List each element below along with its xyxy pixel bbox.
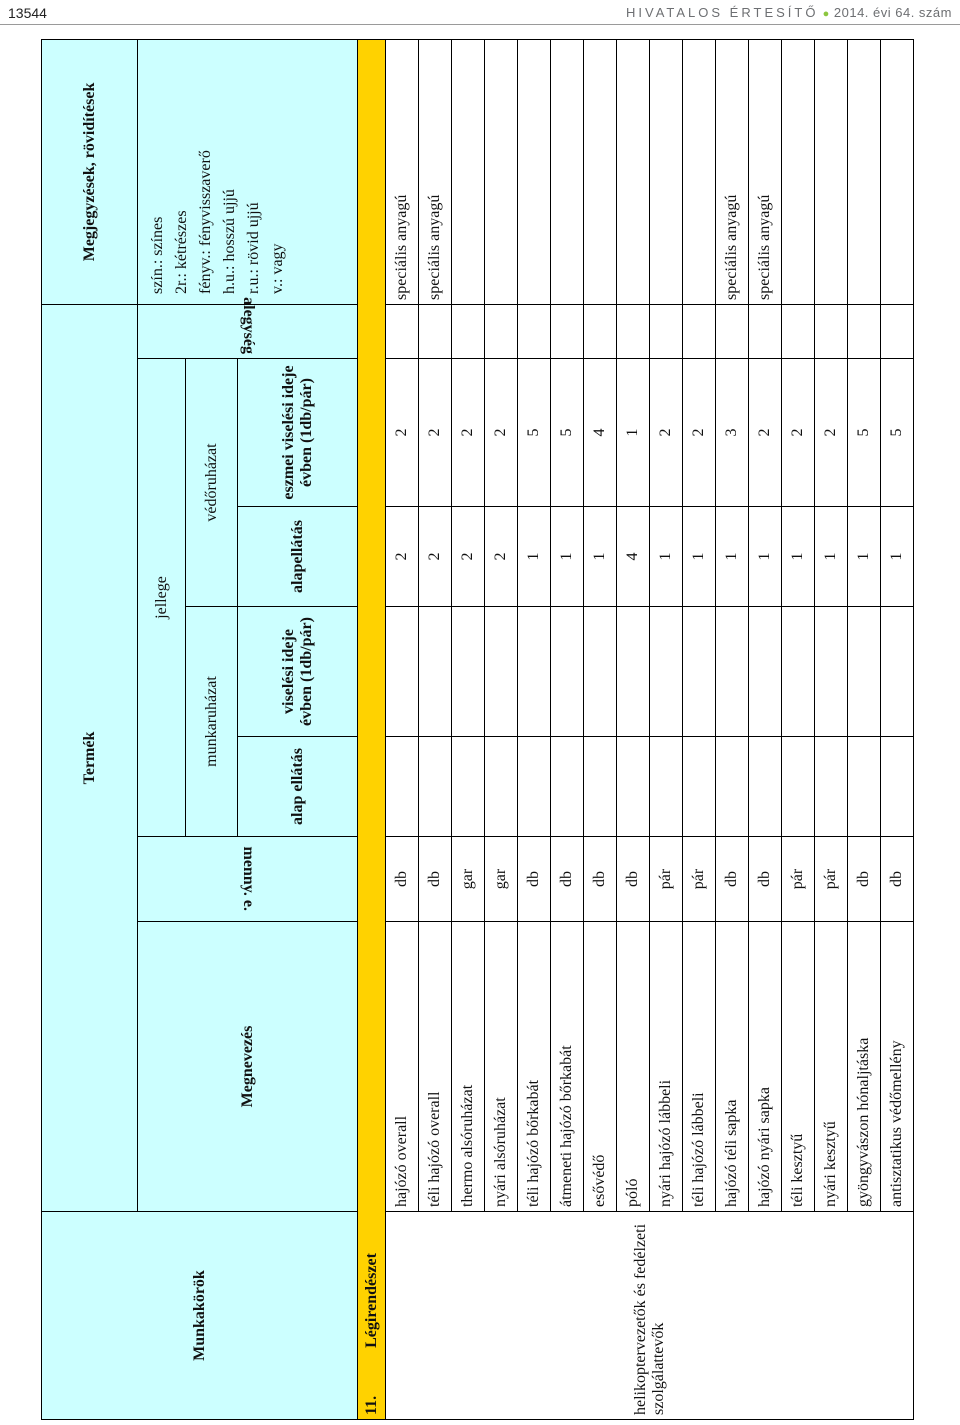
cell-alap (386, 737, 419, 837)
cell-alap (518, 737, 551, 837)
cell-unit: gar (485, 837, 518, 922)
cell-unit: db (419, 837, 452, 922)
cell-alap (782, 737, 815, 837)
cell-alegyseg (452, 304, 485, 358)
cell-viselesi (749, 607, 782, 737)
cell-unit: db (584, 837, 617, 922)
cell-alap (716, 737, 749, 837)
cell-alap (650, 737, 683, 837)
cell-note (650, 39, 683, 304)
cell-alegyseg (485, 304, 518, 358)
cell-name: esővédő (584, 922, 617, 1212)
cell-note: speciális anyagú (386, 39, 419, 304)
cell-alegyseg (650, 304, 683, 358)
abbreviation-item: v.: vagy (269, 243, 286, 294)
section-title: Légirendészet (362, 1253, 380, 1348)
cell-unit: pár (683, 837, 716, 922)
cell-note (452, 39, 485, 304)
cell-alapellatas: 1 (848, 507, 881, 607)
cell-alegyseg (518, 304, 551, 358)
cell-eszmei: 2 (452, 359, 485, 507)
rotated-table-area (41, 40, 960, 1420)
abbreviation-item: r.u.: rövid ujjú (245, 202, 262, 294)
cell-alapellatas: 1 (782, 507, 815, 607)
cell-name: nyári alsóruházat (485, 922, 518, 1212)
separator-dot-icon: ● (822, 8, 830, 20)
cell-eszmei: 5 (881, 359, 914, 507)
header-eszmei-viselesi: eszmei viselési ideje évben (1db/pár) (238, 359, 358, 507)
cell-unit: pár (815, 837, 848, 922)
cell-unit: db (551, 837, 584, 922)
cell-name: hajózó nyári sapka (749, 922, 782, 1212)
cell-eszmei: 2 (386, 359, 419, 507)
cell-name: thermo alsóruházat (452, 922, 485, 1212)
cell-eszmei: 2 (782, 359, 815, 507)
cell-alapellatas: 2 (419, 507, 452, 607)
cell-note: speciális anyagú (419, 39, 452, 304)
header-munkakorok: Munkakörök (42, 1212, 358, 1420)
cell-eszmei: 2 (419, 359, 452, 507)
cell-name: hajózó overall (386, 922, 419, 1212)
cell-eszmei: 2 (749, 359, 782, 507)
cell-viselesi (551, 607, 584, 737)
cell-alegyseg (617, 304, 650, 358)
cell-viselesi (617, 607, 650, 737)
cell-unit: gar (452, 837, 485, 922)
header-megjegyzesek: Megjegyzések, rövidítések (42, 39, 138, 304)
header-megnevezes: Megnevezés (138, 922, 358, 1212)
cell-alegyseg (584, 304, 617, 358)
cell-viselesi (650, 607, 683, 737)
cell-alapellatas: 1 (551, 507, 584, 607)
page-number: 13544 (8, 5, 47, 21)
cell-name: átmeneti hajózó bőrkabát (551, 922, 584, 1212)
cell-viselesi (452, 607, 485, 737)
cell-alap (815, 737, 848, 837)
header-menny (138, 837, 358, 922)
cell-alegyseg (551, 304, 584, 358)
cell-viselesi (419, 607, 452, 737)
abbreviations-list (146, 44, 290, 300)
cell-name: nyári kesztyű (815, 922, 848, 1212)
cell-note: speciális anyagú (716, 39, 749, 304)
cell-unit: pár (782, 837, 815, 922)
cell-viselesi (485, 607, 518, 737)
cell-alegyseg (419, 304, 452, 358)
cell-viselesi (782, 607, 815, 737)
cell-viselesi (584, 607, 617, 737)
cell-alap (749, 737, 782, 837)
abbreviations-cell (138, 39, 358, 304)
header-jellege: jellege (138, 359, 186, 837)
cell-alapellatas: 1 (749, 507, 782, 607)
cell-name: téli hajózó lábbeli (683, 922, 716, 1212)
cell-unit: db (749, 837, 782, 922)
header-termek: Termék (42, 304, 138, 1211)
cell-eszmei: 1 (617, 359, 650, 507)
cell-name: hajózó téli sapka (716, 922, 749, 1212)
cell-unit: db (848, 837, 881, 922)
cell-name: póló (617, 922, 650, 1212)
cell-alap (881, 737, 914, 837)
clothing-allowance-table (41, 39, 914, 1420)
abbreviation-item: h.u.: hosszú ujjú (221, 189, 238, 294)
cell-unit: db (617, 837, 650, 922)
table-row (386, 39, 419, 1419)
group-label: helikoptervezetők és fedélzeti szolgálattevők (386, 1212, 914, 1420)
cell-eszmei: 5 (518, 359, 551, 507)
cell-alegyseg (782, 304, 815, 358)
section-number: 11. (362, 1395, 380, 1415)
cell-alegyseg (848, 304, 881, 358)
cell-alapellatas: 1 (716, 507, 749, 607)
cell-unit: db (716, 837, 749, 922)
cell-eszmei: 2 (815, 359, 848, 507)
cell-eszmei: 4 (584, 359, 617, 507)
cell-alap (848, 737, 881, 837)
cell-alapellatas: 1 (815, 507, 848, 607)
cell-note (815, 39, 848, 304)
cell-unit: db (881, 837, 914, 922)
header-menny-text: menny. e. (239, 846, 257, 912)
cell-alegyseg (749, 304, 782, 358)
issue-label: 2014. évi 64. szám (833, 5, 952, 20)
cell-alapellatas: 1 (584, 507, 617, 607)
cell-name: gyöngyvászon hónaljtáska (848, 922, 881, 1212)
abbreviation-item: szín.: színes (149, 216, 166, 294)
cell-note: speciális anyagú (749, 39, 782, 304)
cell-viselesi (386, 607, 419, 737)
cell-alapellatas: 1 (518, 507, 551, 607)
cell-alegyseg (815, 304, 848, 358)
cell-viselesi (881, 607, 914, 737)
header-rule (0, 24, 960, 25)
cell-alapellatas: 2 (386, 507, 419, 607)
cell-name: téli hajózó overall (419, 922, 452, 1212)
abbreviation-item: 2r.: kétrészes (173, 210, 190, 294)
header-munkaruhazat: munkaruházat (186, 607, 238, 837)
cell-alapellatas: 4 (617, 507, 650, 607)
cell-note (782, 39, 815, 304)
cell-note (584, 39, 617, 304)
cell-viselesi (716, 607, 749, 737)
cell-alapellatas: 1 (683, 507, 716, 607)
cell-eszmei: 2 (683, 359, 716, 507)
cell-note (518, 39, 551, 304)
header-alapellatas: alapellátás (238, 507, 358, 607)
cell-viselesi (683, 607, 716, 737)
cell-eszmei: 5 (551, 359, 584, 507)
cell-note (848, 39, 881, 304)
cell-eszmei: 2 (650, 359, 683, 507)
cell-note (881, 39, 914, 304)
cell-note (485, 39, 518, 304)
cell-note (617, 39, 650, 304)
publication-title: HIVATALOS ÉRTESÍTŐ (626, 5, 819, 20)
cell-alapellatas: 2 (452, 507, 485, 607)
cell-eszmei: 5 (848, 359, 881, 507)
abbreviation-item: fényv.: fényvisszaverő (197, 150, 214, 294)
cell-alegyseg (683, 304, 716, 358)
cell-alap (617, 737, 650, 837)
cell-viselesi (518, 607, 551, 737)
cell-alap (584, 737, 617, 837)
cell-note (683, 39, 716, 304)
cell-alap (485, 737, 518, 837)
cell-alap (551, 737, 584, 837)
cell-alegyseg (716, 304, 749, 358)
cell-unit: db (386, 837, 419, 922)
header-viselesi-ideje: viselési ideje évben (1db/pár) (238, 607, 358, 737)
cell-unit: pár (650, 837, 683, 922)
cell-alapellatas: 2 (485, 507, 518, 607)
cell-alegyseg (881, 304, 914, 358)
cell-note (551, 39, 584, 304)
cell-alap (452, 737, 485, 837)
header-vedoruhazat: védőruházat (186, 359, 238, 607)
cell-alapellatas: 1 (650, 507, 683, 607)
cell-alapellatas: 1 (881, 507, 914, 607)
page-header (0, 0, 960, 28)
cell-alegyseg (386, 304, 419, 358)
section-row (358, 39, 386, 1419)
cell-eszmei: 2 (485, 359, 518, 507)
header-alegyseg (138, 297, 358, 358)
cell-name: téli hajózó bőrkabát (518, 922, 551, 1212)
cell-eszmei: 3 (716, 359, 749, 507)
cell-viselesi (848, 607, 881, 737)
cell-unit: db (518, 837, 551, 922)
cell-alap (419, 737, 452, 837)
header-alap-ellatas: alap ellátás (238, 737, 358, 837)
header-alegyseg-text: alegység (239, 297, 257, 354)
cell-name: nyári hajózó lábbeli (650, 922, 683, 1212)
cell-alap (683, 737, 716, 837)
cell-viselesi (815, 607, 848, 737)
cell-name: antisztatikus védőmellény (881, 922, 914, 1212)
publication-info (626, 5, 952, 20)
cell-name: téli kesztyű (782, 922, 815, 1212)
